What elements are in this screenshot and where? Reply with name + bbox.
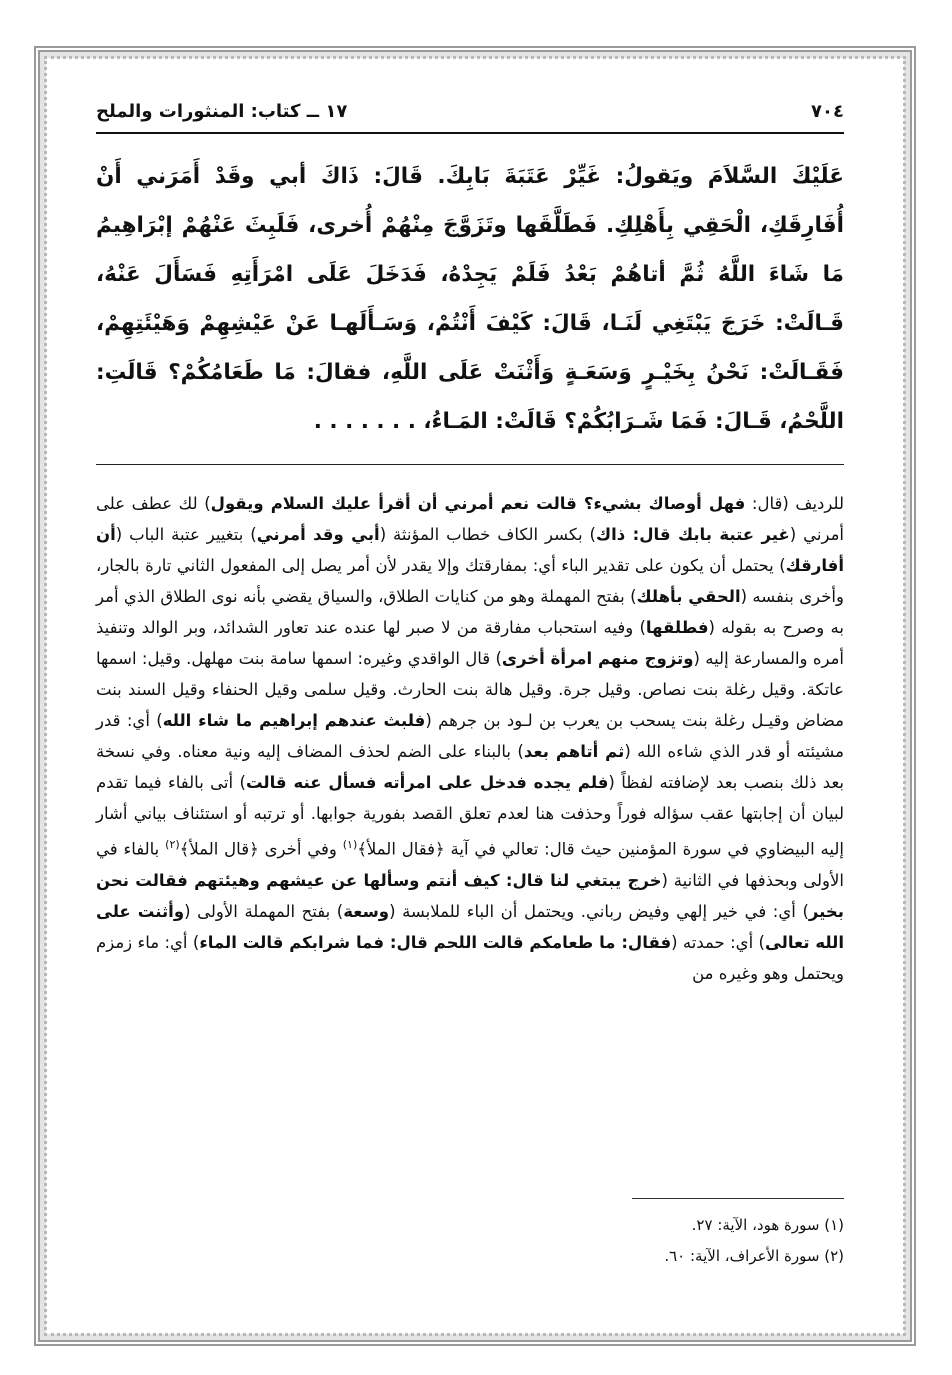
- footnote-1: (١) سورة هود، الآية: ٢٧.: [691, 1216, 844, 1234]
- commentary-quote: وتزوج منهم امرأة أخرى: [501, 649, 694, 668]
- commentary-quote: وأثنت على الله تعالى: [96, 901, 844, 952]
- hadith-paragraph: عَلَيْكَ السَّلاَمَ ويَقولُ: غَيِّرْ عَتَبَةَ بَابِكَ. قَالَ: ذَاكَ أبي وقَدْ أَمَرَني أَنْ أُفَارِقَكِ، الْحَقِي بِأَهْلِكِ. فَطَلَّقَها وتَزَوَّجَ مِنْهُمْ أُخرى، فَلَبِثَ عَنْهُمْ إبْرَاهِيمُ مَا شَاءَ اللَّهُ ثُمَّ أتاهُمْ بَعْدُ فَلَمْ يَجِدْهُ، فَدَخَلَ عَلَى امْرَأَتِهِ فَسَأَلَ عَنْهُ، قَـالَتْ: خَرَجَ يَبْتَغِي لَنَـا، قَالَ: كَيْفَ أَنْتُمْ، وَسَـأَلَهـا عَنْ عَيْشِهِمْ وَهَيْئَتِهِمْ، فَقَـالَتْ: نَحْنُ بِخَيْـرٍ وَسَعَـةٍ وَأَثْنَتْ عَلَى اللَّهِ، فقالَ: مَا طَعَامُكُمْ؟ قَالَتِ: اللَّحْمُ، قَـالَ: فَمَا شَـرَابُكُمْ؟ قَالَتْ: المَـاءُ، . . . . . . .: [96, 164, 844, 434]
- commentary: [96, 488, 844, 989]
- commentary-quote: فلم يجده فدخل على امرأته فسأل عنه قالت: [245, 773, 609, 792]
- commentary-text: ) قال الواقدي وغيره: اسمها سامة بنت مهلهل. وقيل: اسمها عاتكة. وقيل رغلة بنت نصاص. وقيل جرة. وقيل هالة بنت الحارث. وقيل سلمى وقيل الحنفاء وقيل السند بنت مضاض وقيـل رغلة بنت يسحب بن يعرب بن لـود بن جرهم (: [96, 649, 844, 730]
- commentary-text: ) بفتح المهملة الأولى (: [184, 901, 344, 921]
- commentary-text: ) أي: حمدته (: [671, 932, 765, 952]
- commentary-text: ) بكسر الكاف خطاب المؤنثة (: [379, 525, 596, 544]
- commentary-text: ) أي: قدر مشيئته أو قدر الذي شاءه الله (: [96, 711, 844, 761]
- commentary-text: ) بفتح المهملة وهو من كنايات الطلاق، والسياق يقضي بأنه نوى الطلاق الذي أمر به وصرح به بقوله (: [96, 587, 844, 637]
- hadith-text: [96, 152, 844, 446]
- commentary-text: ) أتى بالفاء فيما تقدم لبيان أن إجابتها عقب سؤاله فوراً وحذفت هنا لعدم تعلق القصد بفورية جوابها. أو ترتبه أو استئناف بياني أشار إليه البيضاوي في سورة المؤمنين حيث قال: تعالي في آية ﴿فقال الملأ﴾: [96, 773, 844, 859]
- commentary-quote: فطلقها: [645, 618, 709, 637]
- commentary-text: ) بالبناء على الضم لحذف المضاف إليه ونية معناه. وفي نسخة بعد ذلك بنصب بعد لإضافته لفظاً (: [96, 742, 845, 792]
- commentary-quote: خرج يبتغي لنا قال: كيف أنتم وسألها عن عيشهم وهيئتهم فقالت نحن بخير: [96, 870, 844, 921]
- commentary-quote: أن أفارقك: [96, 525, 844, 575]
- commentary-quote: ثم أتاهم بعد: [523, 742, 625, 761]
- text-divider: [96, 464, 844, 465]
- commentary-quote: فلبث عندهم إبراهيم ما شاء الله: [162, 711, 426, 730]
- commentary-text: ) وفيه استحباب مفارقة من لا صبر لها عنده عند تعاور الشدائد، وبر الوالد وتنفيذ أمره والمسارعة إليه (: [96, 618, 844, 668]
- page-header: [96, 96, 844, 126]
- commentary-text: ) أي: ماء زمزم ويحتمل وهو وغيره من: [96, 932, 844, 983]
- footnote-ref: (١): [342, 838, 358, 851]
- footnote-ref: (٢): [165, 838, 180, 851]
- header-divider: [96, 132, 844, 134]
- commentary-quote: الحقي بأهلك: [636, 587, 741, 606]
- commentary-quote: أبي وقد أمرني: [256, 525, 380, 544]
- commentary-text: ) أي: في خير إلهي وفيض رباني. ويحتمل أن الباء للملابسة (: [389, 901, 809, 921]
- footnote-divider: [632, 1198, 844, 1199]
- footnotes: [96, 1210, 844, 1272]
- commentary-text: بالفاء في الأولى وبحذفها في الثانية (: [96, 839, 844, 890]
- commentary-text: ) لك عطف على أمرني (: [96, 494, 844, 544]
- commentary-paragraph: [96, 488, 844, 989]
- chapter-title: ١٧ ــ كتاب: المنثورات والملح: [96, 100, 348, 122]
- commentary-quote: فقال: ما طعامكم قالت اللحم قال: فما شرابكم قالت الماء: [199, 932, 672, 952]
- commentary-text: للرديف (قال:: [745, 494, 844, 513]
- commentary-quote: وسعة: [343, 901, 390, 921]
- page-number: ٧٠٤: [811, 100, 844, 122]
- footnote-2: (٢) سورة الأعراف، الآية: ٦٠.: [664, 1247, 844, 1265]
- book-page: [96, 86, 844, 1326]
- commentary-text: وفي أخرى ﴿قال الملأ﴾: [179, 839, 343, 859]
- commentary-text: ) بتغيير عتبة الباب (: [115, 525, 257, 544]
- commentary-text: ) يحتمل أن يكون على تقدير الباء أي: بمفارقتك وإلا يقدر لأن أمر يصل إلى المفعول الثاني تارة بالجار، وأخرى بنفسه (: [96, 556, 844, 606]
- commentary-quote: غير عتبة بابك قال: ذاك: [595, 525, 790, 544]
- commentary-quote: فهل أوصاك بشيء؟ قالت نعم أمرني أن أقرأ عليك السلام ويقول: [210, 494, 746, 513]
